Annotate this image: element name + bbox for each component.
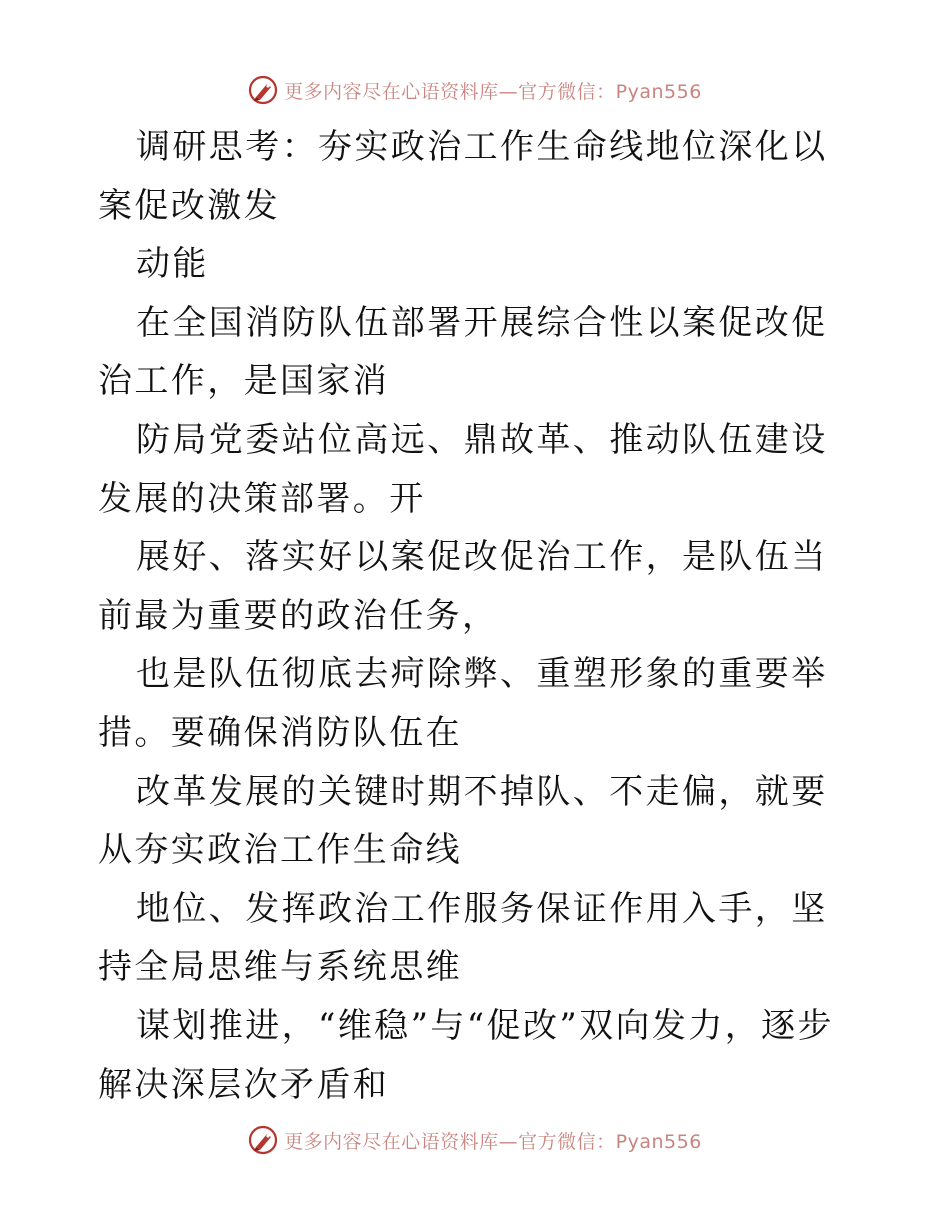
- pen-logo-icon: [248, 1125, 278, 1155]
- paragraph: 也是队伍彻底去疴除弊、重塑形象的重要举措。要确保消防队伍在: [98, 654, 828, 753]
- paragraph-title: 调研思考：夯实政治工作生命线地位深化以案促改激发: [98, 127, 828, 226]
- watermark-text: 更多内容尽在心语资料库—官方微信：Pyan556: [284, 1130, 702, 1153]
- watermark-text: 更多内容尽在心语资料库—官方微信：Pyan556: [284, 80, 702, 103]
- footer-watermark: [0, 1122, 950, 1158]
- pen-logo-icon: [248, 75, 278, 105]
- document-body: [98, 118, 858, 1114]
- paragraph: 地位、发挥政治工作服务保证作用入手，坚持全局思维与系统思维: [98, 888, 828, 988]
- paragraph: 在全国消防队伍部署开展综合性以案促改促治工作，是国家消: [98, 302, 828, 402]
- paragraph: 动能: [136, 244, 209, 285]
- paragraph: 展好、落实好以案促改促治工作，是队伍当前最为重要的政治任务，: [98, 537, 828, 636]
- paragraph: 谋划推进，“维稳”与“促改”双向发力，逐步解决深层次矛盾和: [98, 1005, 834, 1105]
- header-watermark: [0, 72, 950, 108]
- paragraph: 防局党委站位高远、鼎故革、推动队伍建设发展的决策部署。开: [98, 419, 828, 519]
- paragraph: 改革发展的关键时期不掉队、不走偏，就要从夯实政治工作生命线: [98, 771, 828, 871]
